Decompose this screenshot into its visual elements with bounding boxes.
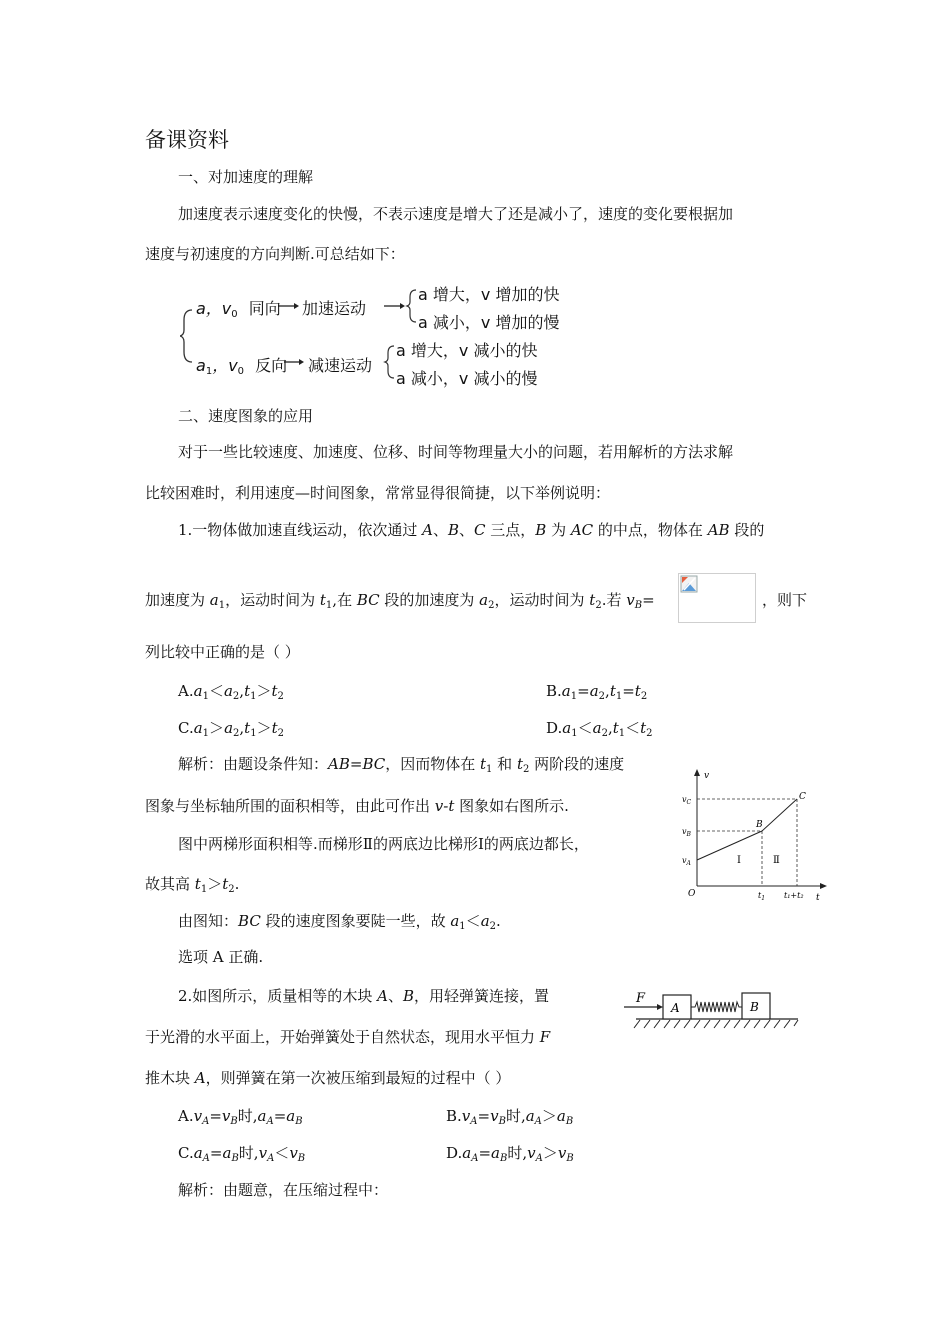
- q1-line2-end: ，则下: [762, 591, 808, 609]
- section2-heading: 二、速度图象的应用: [178, 407, 314, 425]
- analysis1-line5: 由图知：BC 段的速度图象要陡一些，故 $a_1<a_2$.: [178, 912, 501, 932]
- q2-line1: 2.如图所示，质量相等的木块 A、B，用轻弹簧连接，置: [178, 987, 549, 1005]
- vc-label: $v_C$: [682, 795, 692, 806]
- broken-image-icon: [680, 575, 700, 595]
- q1-option-d[interactable]: $D.a_1<a_2,t_1<t_2$: [546, 719, 653, 739]
- q1-option-b[interactable]: $B.a_1=a_2,t_1=t_2$: [546, 682, 648, 702]
- row1-label: a，$v_0$ 同向: [196, 299, 281, 320]
- vt-graph: [680, 768, 830, 908]
- page-title: 备课资料: [145, 128, 229, 152]
- q2-option-d[interactable]: $D.a_A=a_B$时$,v_A>v_B$: [446, 1144, 574, 1164]
- q2-line3: 推木块 A，则弹簧在第一次被压缩到最短的过程中（ ）: [145, 1069, 511, 1087]
- point-b-label: B: [756, 820, 763, 830]
- q2-option-b[interactable]: $B.v_A=v_B$时$,a_A>a_B$: [446, 1107, 574, 1127]
- q2-analysis: 解析：由题意，在压缩过程中：: [178, 1181, 389, 1199]
- section1-para-line2: 速度与初速度的方向判断.可总结如下：: [145, 245, 405, 263]
- formula-image-placeholder: [678, 573, 756, 623]
- analysis1-line2: 图象与坐标轴所围的面积相等，由此可作出 v-t 图象如右图所示.: [145, 797, 569, 815]
- q1-line3: 列比较中正确的是（ ）: [145, 643, 300, 661]
- row2-label: $a_1$，$v_0$ 反向: [196, 356, 288, 377]
- block-b-label: B: [750, 1000, 759, 1014]
- row1-case-b: a 减小，v 增加的慢: [418, 313, 560, 332]
- analysis1-line6: 选项 A 正确.: [178, 948, 264, 966]
- analysis1-line3: 图中两梯形面积相等.而梯形Ⅱ的两底边比梯形Ⅰ的两底边都长，: [178, 835, 589, 853]
- t1-plus-t2-label: t₁+t₂: [784, 891, 804, 900]
- origin-label: O: [688, 889, 696, 899]
- blocks-spring-diagram: [620, 985, 800, 1037]
- y-axis-label: v: [704, 771, 710, 781]
- segment-ab: [697, 831, 762, 860]
- section1-para-line1: 加速度表示速度变化的快慢，不表示速度是增大了还是减小了，速度的变化要根据加: [178, 205, 734, 223]
- row2-case-b: a 减小，v 减小的慢: [396, 369, 538, 388]
- x-axis-label: t: [816, 893, 820, 903]
- block-a-label: A: [671, 1001, 680, 1015]
- vb-label: $v_B$: [682, 827, 691, 838]
- section1-heading: 一、对加速度的理解: [178, 168, 314, 186]
- point-c-label: C: [799, 792, 806, 802]
- q1-line1: 1.一物体做加速直线运动，依次通过 A、B、C 三点，B 为 AC 的中点，物体在 AB 段的: [178, 521, 765, 539]
- analysis1-line4: 故其高 $t_1>t_2$.: [145, 875, 240, 895]
- section2-para-line2: 比较困难时，利用速度—时间图象，常常显得很简捷，以下举例说明：: [145, 484, 611, 502]
- q2-option-c[interactable]: $C.a_A=a_B$时$,v_A<v_B$: [178, 1144, 306, 1164]
- accel-summary-diagram: [180, 280, 580, 390]
- force-arrowhead: [657, 1004, 663, 1010]
- row1-motion: 加速运动: [302, 299, 367, 318]
- ground-hatching: [634, 1020, 798, 1028]
- section2-para-line1: 对于一些比较速度、加速度、位移、时间等物理量大小的问题，若用解析的方法求解: [178, 443, 734, 461]
- y-axis-arrow: [694, 769, 700, 776]
- analysis1-line1: 解析：由题设条件知：AB=BC，因而物体在 $t_1$ 和 $t_2$ 两阶段的速度: [178, 755, 625, 775]
- x-axis-arrow: [820, 883, 827, 889]
- force-label: F: [636, 991, 646, 1006]
- q1-option-c[interactable]: $C.a_1>a_2,t_1>t_2$: [178, 719, 284, 739]
- t1-label: $t_1$: [758, 891, 766, 902]
- q1-line2: 加速度为 $a_1$，运动时间为 $t_1$,在 BC 段的加速度为 $a_2$，运动时间为 $t_2$.若 $v_B=$: [145, 591, 655, 611]
- region-1-label: Ⅰ: [737, 855, 741, 866]
- spring: [691, 1002, 742, 1012]
- region-2-label: Ⅱ: [773, 855, 780, 866]
- row1-case-a: a 增大，v 增加的快: [418, 285, 560, 304]
- row2-case-a: a 增大，v 减小的快: [396, 341, 538, 360]
- row2-motion: 减速运动: [308, 356, 373, 375]
- q2-line2: 于光滑的水平面上，开始弹簧处于自然状态，现用水平恒力 F: [145, 1028, 551, 1046]
- va-label: $v_A$: [682, 856, 691, 867]
- q1-option-a[interactable]: $A.a_1<a_2,t_1>t_2$: [178, 682, 284, 702]
- segment-bc: [762, 799, 797, 831]
- q2-option-a[interactable]: $A.v_A=v_B$时$,a_A=a_B$: [178, 1107, 303, 1127]
